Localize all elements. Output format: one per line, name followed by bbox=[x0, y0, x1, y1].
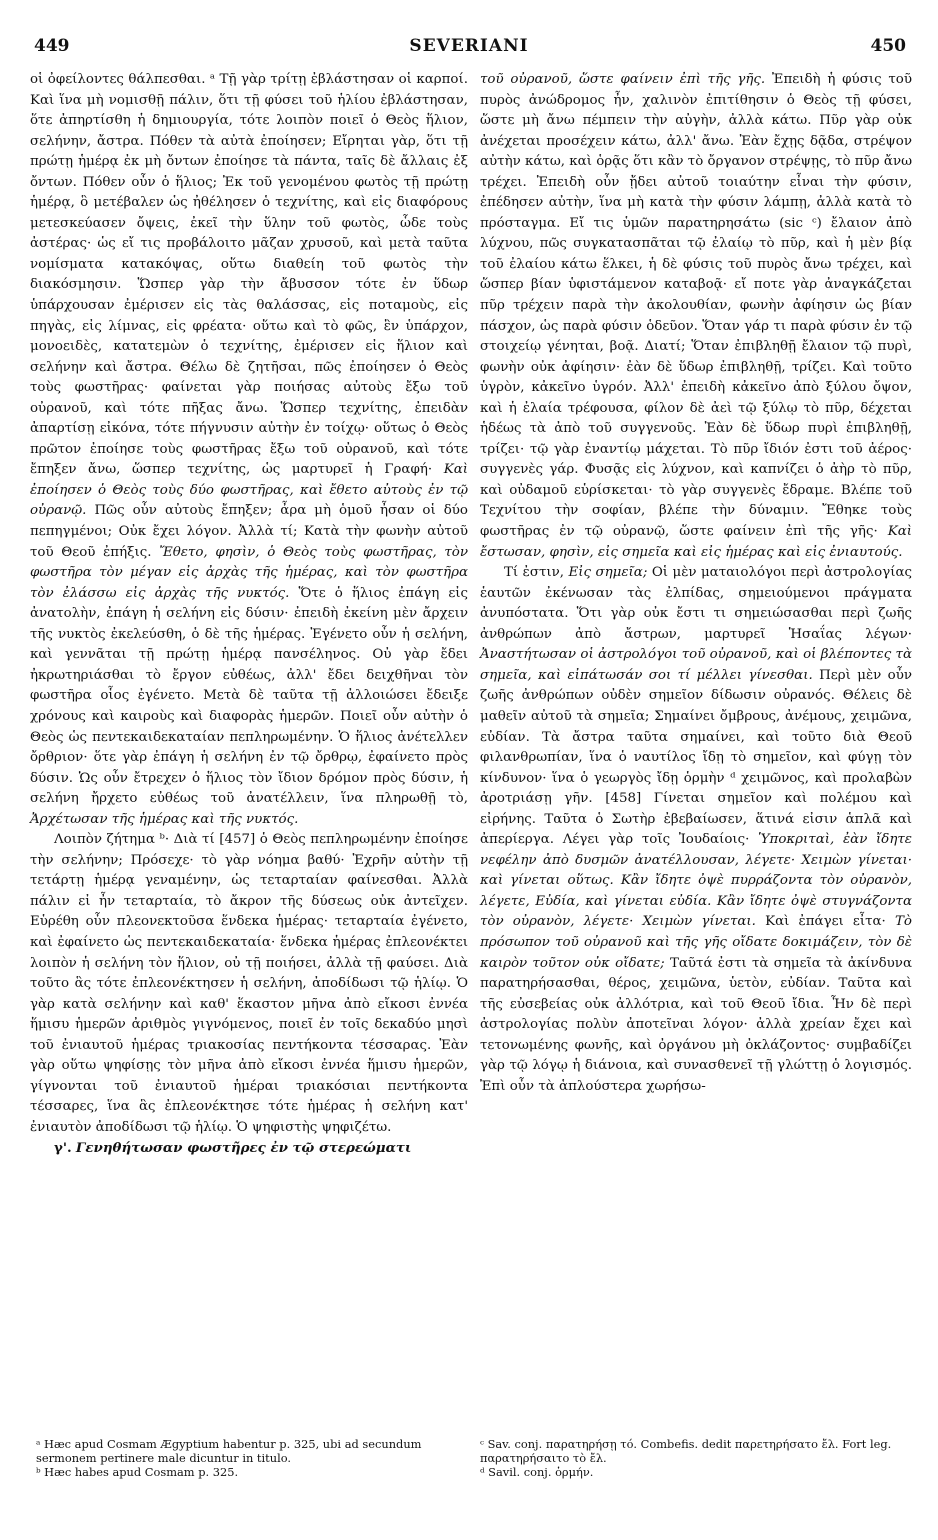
section-heading bbox=[30, 1138, 468, 1160]
left-column bbox=[30, 70, 468, 1160]
scripture-quote: Εἰς σημεῖα; bbox=[568, 565, 648, 581]
section-quote: Γενηθήτωσαν φωστῆρες ἐν τῷ στερεώματι bbox=[75, 1140, 412, 1157]
page-header bbox=[30, 36, 908, 60]
footnote: ᵃ Hæc apud Cosmam Ægyptium habentur p. 325, ubi ad secundum sermonem pertinere male dicuntur in titulo. bbox=[36, 1437, 422, 1465]
paragraph-text: Ὅτε ὁ ἥλιος ἐπάγη εἰς ἀνατολὴν, ἐπάγη ἡ σελήνη εἰς δύσιν· ἐπειδὴ ἐκείνη μὲν ἄρχειν τῆς νυκτὸς ἐκελεύσθη, ὁ δὲ τῆς ἡμέρας. Ἐγένετο οὖν ἡ σελήνη, καὶ γεννᾶται τῇ πρώτῃ ἡμέρᾳ πανσέληνος. Οὐ γὰρ ἔδει ἠκρωτηριάσθαι τὸ ἔργον εὐθέως, ἀλλ' ἔδει δειχθῆναι τὸν φωστῆρα οἷος ἐγένετο. Μετὰ δὲ ταῦτα τῇ ἀλλοιώσει ἔδειξε χρόνους καὶ καιροὺς καὶ διαφορὰς ἡμερῶν. Ποιεῖ οὖν αὐτὴν ὁ Θεὸς ὡς πεντεκαιδεκαταίαν πεπληρωμένην. Ὁ ἥλιος ἀνέτελλεν ὄρθριον· ὅτε γὰρ ἐπάγη ἡ σελήνη ἐν τῷ ὄρθρῳ, ἐφαίνετο πρὸς δύσιν. Ὡς οὖν ἔτρεχεν ὁ ἥλιος τὸν ἴδιον δρόμον πρὸς δύσιν, ἡ σελήνη ἤρχετο εὐθέως τοῦ ἀνατέλλειν, ἵνα πληρωθῇ τὸ, bbox=[30, 585, 468, 807]
paragraph-text: Περὶ μὲν οὖν ζωῆς ἀνθρώπων οὐδὲν σημεῖον δίδωσιν οὐρανός. Θέλεις δὲ μαθεῖν αὐτοῦ τὰ σημεῖα; Σημαίνει ὄμβρους, ἀνέμους, χειμῶνα, εὐδίαν. Τὰ ἄστρα ταῦτα σημαίνει, καὶ τοῦτο διὰ Θεοῦ φιλανθρωπίαν, ἵνα ὁ ναυτίλος ἴδῃ τὸ σημεῖον, καὶ φύγῃ τὸν κίνδυνον· ἵνα ὁ γεωργὸς ἴδῃ ὁρμὴν ᵈ χειμῶνος, καὶ προλαβὼν ἀροτριάσῃ γῆν. [458] Γίνεται σημεῖον καὶ πολέμου καὶ εἰρήνης. Ταῦτα ὁ Σωτὴρ ἐβεβαίωσεν, ἅτινά εἰσιν ἁπλᾶ καὶ ἀπερίεργα. Λέγει γὰρ τοῖς Ἰουδαίοις· bbox=[480, 667, 913, 848]
scripture-quote: Καὶ ἔστωσαν, φησὶν, εἰς σημεῖα καὶ εἰς ἡμέρας καὶ εἰς ἐνιαυτούς. bbox=[480, 524, 912, 560]
scripture-quote: Καὶ ἐποίησεν ὁ Θεὸς τοὺς δύο φωστῆρας, καὶ ἔθετο αὐτοὺς ἐν τῷ οὐρανῷ. bbox=[30, 462, 468, 519]
scripture-quote: Ὑποκριταὶ, ἐὰν ἴδητε νεφέλην ἀπὸ δυσμῶν ἀνατέλλουσαν, λέγετε· Χειμὼν γίνεται· καὶ γίνεται οὕτως. Κἂν ἴδητε ὀψὲ πυρράζοντα τὸν οὐρανὸν, λέγετε, Εὐδία, καὶ γίνεται εὐδία. Κἂν ἴδητε ὀψὲ στυγνάζοντα τὸν οὐρανὸν, λέγετε· Χειμὼν γίνεται. bbox=[480, 832, 912, 930]
scripture-quote: Τὸ πρόσωπον τοῦ οὐρανοῦ καὶ τῆς γῆς οἴδατε δοκιμάζειν, τὸν δὲ καιρὸν τοῦτον οὐκ οἴδατε; bbox=[480, 914, 912, 971]
running-title: SEVERIANI bbox=[409, 36, 529, 56]
footnotes-left bbox=[36, 1437, 466, 1479]
right-column bbox=[480, 70, 912, 1097]
left-page-number: 449 bbox=[34, 36, 70, 56]
right-page-number: 450 bbox=[870, 36, 906, 56]
paragraph-text: Καὶ ἐπάγει εἶτα· bbox=[765, 914, 886, 930]
paragraph-text: Λοιπὸν ζήτημα ᵇ· Διὰ τί [457] ὁ Θεὸς πεπληρωμένην ἐποίησε τὴν σελήνην; Πρόσεχε· τὸ γὰρ νόημα βαθύ· Ἐχρῆν αὐτὴν τῇ τετάρτῃ ἡμέρᾳ γεναμένην, ὡς τεταρταίαν φαίνεσθαι. Ἀλλὰ πάλιν εἰ ἦν τεταρταία, τὸ ἄκρον τῆς δύσεως οὐκ ἀντεῖχεν. Εὑρέθη οὖν πλεονεκτοῦσα ἕνδεκα ἡμέρας· τεταρταία ἐγένετο, καὶ ἐφαίνετο ὡς πεντεκαιδεκαταία· ἕνδεκα ἡμέρας ἐπλεονέκτει λοιπὸν ἡ σελήνη τὸν ἥλιον, οὐ τῇ ποιήσει, ἀλλὰ τῇ φαύσει. Διὰ τοῦτο ἃς τότε ἐπλεονέκτησεν ἡ σελήνη, ἀποδίδωσι τῷ ἡλίῳ. Ὁ γὰρ κατὰ σελήνην καὶ καθ' ἕκαστον μῆνα ἀπὸ εἴκοσι ἐννέα ἥμισυ ἡμερῶν ἀριθμὸς γιγνόμενος, ποιεῖ ἐν τοῖς δεκαδύο μησὶ τοῦ ἐνιαυτοῦ ἡμέρας τριακοσίας πεντήκοντα τέσσαρας. Ἐὰν γὰρ οὕτω ψηφίσῃς τὸν μῆνα ἀπὸ εἴκοσι ἐννέα ἥμισυ ἡμερῶν, γίγνονται τοῦ ἐνιαυτοῦ ἡμέραι τριακόσιαι πεντήκοντα τέσσαρες, ἵνα ἃς ἐπλεονέκτησε τότε ἡμέρας ἡ σελήνη κατ' ἐνιαυτὸν ἀποδίδωσι τῷ ἡλίῳ. Ὁ ψηφιστὴς ψηφιζέτω. bbox=[30, 832, 468, 1135]
scripture-quote: Ἀναστήτωσαν οἱ ἀστρολόγοι τοῦ οὐρανοῦ, καὶ οἱ βλέποντες τὰ σημεῖα, καὶ εἰπάτωσάν σοι τί μέλλει γίνεσθαι. bbox=[480, 647, 912, 683]
paragraph bbox=[480, 70, 912, 563]
paragraph-text: Ἐπειδὴ ἡ φύσις τοῦ πυρὸς ἀνώδρομος ἦν, χαλινὸν ἐπιτίθησιν ὁ Θεὸς τῇ φύσει, ὥστε μὴ ἄνω πέμπειν τὴν αὐγὴν, ἀλλὰ κάτω. Πῦρ γὰρ οὐκ ἀνέχεται προσέχειν κάτω, ἀλλ' ἄνω. Ἐὰν ἔχῃς δᾷδα, στρέψον αὐτὴν κάτω, καὶ ὁρᾷς ὅτι κἂν τὸ ὄργανον στρέψῃς, τὸ πῦρ ἄνω τρέχει. Ἐπειδὴ οὖν ᾔδει αὐτοῦ τοιαύτην εἶναι τὴν φύσιν, ἐπέδησεν αὐτὴν, ἵνα μὴ κατὰ τὴν φύσιν λάμπῃ, ἀλλὰ κατὰ τὸ πρόσταγμα. Εἴ τις ὑμῶν παρατηρησάτω (sic ᶜ) ἔλαιον ἀπὸ λύχνου, πῶς συγκατασπᾶται τῷ ἐλαίῳ τὸ πῦρ, καὶ ἡ μὲν βίᾳ τοῦ ἐλαίου κάτω ἕλκει, ἡ δὲ φύσις τοῦ πυρὸς ἄνω τρέχει, καὶ ὥσπερ βίαν ὑφιστάμενον καταβοᾷ· εἴ ποτε γὰρ ἀναγκάζεται πῦρ τρέχειν παρὰ τὴν ἀκολουθίαν, φωνὴν ἀφίησιν ὡς βίαν πάσχον, ὡς παρὰ φύσιν ὁδεῦον. Ὅταν γάρ τι παρὰ φύσιν ἐν τῷ στοιχείῳ γένηται, βοᾷ. Διατί; Ὅταν ἐπιβληθῇ ἔλαιον τῷ πυρὶ, φωνὴν οὐκ ἀφίησιν· ἐὰν δὲ ὕδωρ ἐπιβληθῇ, τρίζει. Καὶ τοῦτο ὑγρὸν, κἀκεῖνο ὑγρόν. Ἀλλ' ἐπειδὴ κἀκεῖνο ἀπὸ ξύλου ὄψον, καὶ ἡ ἐλαία τρέφουσα, φίλον δὲ ἀεὶ τῷ ξύλῳ τὸ πῦρ, δέχεται ἡδέως τὰ ἀπὸ τοῦ συγγενοῦς. Ἐὰν δὲ ὕδωρ πυρὶ ἐπιβληθῇ, τρίζει· τῷ γὰρ ἐναντίῳ μάχεται. Τὸ πῦρ ἴδιόν ἐστι τοῦ ἀέρος· συγγενὲς γάρ. Φυσᾷς εἰς λύχνον, καὶ καπνίζει ὁ ἀὴρ τὸ πῦρ, καὶ οὐδαμοῦ εὑρίσκεται· τὸ γὰρ συγγενὲς ἔδραμε. Βλέπε τοῦ Τεχνίτου τὴν σοφίαν, βλέπε τὴν δύναμιν. Ἔθηκε τοὺς φωστῆρας ἐν τῷ οὐρανῷ, ὥστε φαίνειν ἐπὶ τῆς γῆς· bbox=[480, 72, 913, 540]
footnote: ᵇ Hæc habes apud Cosmam p. 325. bbox=[36, 1465, 239, 1479]
paragraph bbox=[30, 70, 468, 830]
footnotes-right bbox=[480, 1437, 912, 1479]
footnote: ᵈ Savil. conj. ὁρμήν. bbox=[480, 1465, 594, 1479]
section-number: γ'. bbox=[54, 1140, 72, 1157]
scripture-quote: Ἔθετο, φησὶν, ὁ Θεὸς τοὺς φωστῆρας, τὸν φωστῆρα τὸν μέγαν εἰς ἀρχὰς τῆς ἡμέρας, καὶ τὸν φωστῆρα τὸν ἐλάσσω εἰς ἀρχὰς τῆς νυκτός. bbox=[30, 544, 468, 601]
footnote: ᶜ Sav. conj. παρατηρήσῃ τό. Combefis. dedit παρετηρήσατο ἔλ. Fort leg. παρατηρήσαιτο τὸ ἔλ. bbox=[480, 1437, 892, 1465]
paragraph-text: Οἱ μὲν ματαιολόγοι περὶ ἀστρολογίας ἑαυτῶν ἐκένωσαν τὰς ἐλπίδας, σημειούμενοι πράγματα ἀνυπόστατα. Ὅτι γὰρ οὐκ ἔστι τι σημειώσασθαι περὶ ζωῆς ἀνθρώπων ἀπὸ ἄστρων, μαρτυρεῖ Ἡσαΐας λέγων· bbox=[480, 565, 913, 642]
paragraph-text: οἱ ὀφείλοντες θάλπεσθαι. ᵃ Τῇ γὰρ τρίτῃ ἐβλάστησαν οἱ καρποί. Καὶ ἵνα μὴ νομισθῇ πάλιν, ὅτι τῇ φύσει τοῦ ἡλίου ἐβλάστησαν, ὅτε ἀπηρτίσθη ἡ δημιουργία, τότε λοιπὸν ποιεῖ ὁ Θεὸς ἥλιον, σελήνην, ἄστρα. Πόθεν τὰ αὐτὰ ἐποίησεν; Εἴρηται γὰρ, ὅτι τῇ πρώτῃ ἡμέρᾳ ἐκ μὴ ὄντων ἐποίησε τὰ πάντα, ταῖς δὲ ἄλλαις ἐξ ὄντων. Πόθεν οὖν ὁ ἥλιος; Ἐκ τοῦ γενομένου φωτὸς τῇ πρώτῃ ἡμέρᾳ, ὃ μετέβαλεν ὡς ἠθέλησεν ὁ τεχνίτης, καὶ εἰς διαφόρους μετεσκεύασεν ὄψεις, ἐκεῖ τὴν ὕλην τοῦ φωτὸς, ὧδε τοὺς ἀστέρας· ὡς εἴ τις προβάλοιτο μᾶζαν χρυσοῦ, καὶ μετὰ ταῦτα νομίσματα κατακόψας, οὕτω διαθείη τοῦ φωτὸς τὴν διακόσμησιν. Ὥσπερ γὰρ τὴν ἄβυσσον τότε ἐν ὕδωρ ὑπάρχουσαν ἐμέρισεν εἰς τὰς θαλάσσας, εἰς ποταμοὺς, εἰς πηγὰς, εἰς λίμνας, εἰς φρέατα· οὕτω καὶ τὸ φῶς, ἓν ὑπάρχον, μονοειδὲς, κατατεμὼν ὁ τεχνίτης, ἐμέρισεν εἰς ἥλιον καὶ σελήνην καὶ ἄστρα. Θέλω δὲ ζητῆσαι, πῶς ἐποίησεν ὁ Θεὸς τοὺς φωστῆρας· φαίνεται γὰρ ποιήσας αὐτοὺς ἔξω τοῦ οὐρανοῦ, καὶ τότε πῆξας ἄνω. Ὥσπερ τεχνίτης, ἐπειδὰν ἀπαρτίσῃ εἰκόνα, τότε πήγνυσιν αὐτὴν ἐν τοίχῳ· οὕτως ὁ Θεὸς πρῶτον ἐποίησε τοὺς φωστῆρας ἔξω τοῦ οὐρανοῦ, καὶ τότε ἔπηξεν ἄνω, ὥσπερ τεχνίτης, ὡς μαρτυρεῖ ἡ Γραφή· bbox=[30, 72, 468, 478]
paragraph-text: Πῶς οὖν αὐτοὺς ἔπηξεν; ἆρα μὴ ὁμοῦ ἦσαν οἱ δύο πεπηγμένοι; Οὐκ ἔχει λόγον. Ἀλλὰ τί; Κατὰ τὴν φωνὴν αὐτοῦ τοῦ Θεοῦ ἐπήξις. bbox=[30, 503, 468, 560]
paragraph-text: Τί ἐστιν, bbox=[504, 565, 565, 581]
paragraph bbox=[30, 830, 468, 1138]
paragraph bbox=[480, 563, 912, 1097]
paragraph-text: Ταῦτά ἐστι τὰ σημεῖα τὰ ἀκίνδυνα παρατηρήσασθαι, θέρος, χειμῶνα, ὑετὸν, εὐδίαν. Ταῦτα καὶ τῆς εὐσεβείας οὐκ ἀλλότρια, καὶ τοῦ Θεοῦ ἴδια. Ἦν δὲ περὶ ἀστρολογίας πολὺν ἀποτεῖναι λόγον· ἀλλὰ χρείαν ἔχει καὶ τετονωμένης φωνῆς, καὶ ὀργάνου μὴ ὀκλάζοντος· συμβαδίζει γὰρ τῷ λόγῳ ἡ διάνοια, καὶ συνασθενεῖ τῇ γλώττῃ ὁ λογισμός. Ἐπὶ οὖν τὰ ἁπλούστερα χωρήσω- bbox=[480, 955, 912, 1094]
scripture-quote: τοῦ οὐρανοῦ, ὥστε φαίνειν ἐπὶ τῆς γῆς. bbox=[480, 72, 766, 87]
scripture-quote: Ἀρχέτωσαν τῆς ἡμέρας καὶ τῆς νυκτός. bbox=[30, 811, 299, 827]
